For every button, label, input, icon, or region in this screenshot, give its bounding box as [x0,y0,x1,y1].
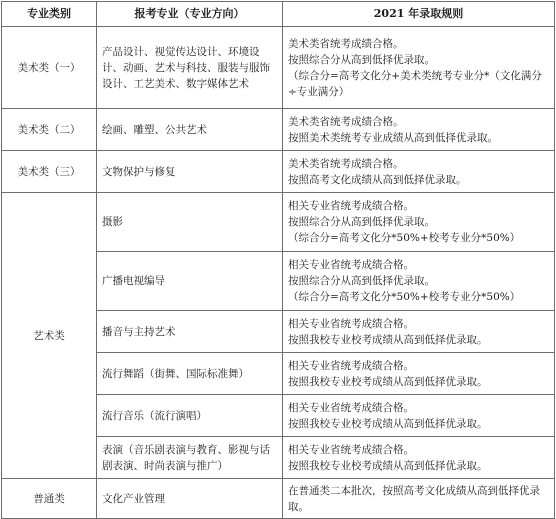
category-cell: 普通类 [2,479,97,519]
major-text: 表演（音乐剧表演与教育、影视与话剧表演、时尚表演与推广） [102,443,270,472]
major-text: 绘画、雕塑、公共艺术 [102,123,207,136]
major-cell [97,151,283,193]
rule-line: （综合分=高考文化分+美术类统考专业分*（文化满分÷专业满分） [288,69,542,98]
major-cell [97,27,283,109]
category-cell: 艺术类 [2,193,97,479]
major-cell [97,479,283,519]
rules-cell [283,27,555,109]
rule-line: 按照我校专业校考成绩从高到低择优录取。 [288,375,488,388]
rules-cell [283,437,555,479]
major-text: 产品设计、视觉传达设计、环境设计、动画、艺术与科技、服装与服饰设计、工艺美术、数字媒体艺术 [102,45,270,90]
rule-line: （综合分=高考文化分*50%+校考专业分*50%） [288,291,521,303]
rules-cell [283,479,555,519]
header-rules: 2021 年录取规则 [283,2,555,27]
rules-cell [283,353,555,395]
rule-line: 相关专业省统考成绩合格。 [288,200,414,212]
rules-cell [283,311,555,353]
rule-line: 按照我校专业校考成绩从高到低择优录取。 [288,333,488,346]
category-cell: 美术类（一） [2,27,97,109]
rule-line: 在普通类二本批次，按照高考文化成绩从高到低择优录取。 [288,484,540,513]
rules-cell [283,109,555,151]
major-cell [97,109,283,151]
rule-line: （综合分=高考文化分*50%+校考专业分*50%） [288,232,521,244]
header-category: 专业类别 [2,2,97,27]
table-row [2,27,555,109]
table-row [2,109,555,151]
rule-line: 按照我校专业校考成绩从高到低择优录取。 [288,459,488,472]
rule-line: 美术类省统考成绩合格。 [288,115,404,128]
major-cell [97,353,283,395]
table-row [2,151,555,193]
major-text: 广播电视编导 [102,275,165,287]
category-cell: 美术类（二） [2,109,97,151]
rule-line: 按照综合分从高到低择优录取。 [288,216,435,228]
rule-line: 相关专业省统考成绩合格。 [288,359,414,372]
rule-line: 按照我校专业校考成绩从高到低择优录取。 [288,417,488,430]
rule-line: 按照高考文化成绩从高到低择优录取。 [288,173,467,186]
header-row [2,2,555,27]
rules-cell [283,395,555,437]
major-text: 文化产业管理 [102,492,165,505]
major-text: 流行音乐（流行演唱） [102,409,207,422]
category-cell: 美术类（三） [2,151,97,193]
rule-line: 相关专业省统考成绩合格。 [288,401,414,414]
rules-cell [283,252,555,311]
table-row [2,193,555,252]
table-row [2,479,555,519]
major-text: 文物保护与修复 [102,165,176,178]
major-cell [97,437,283,479]
major-cell [97,395,283,437]
rule-line: 美术类省统考成绩合格。 [288,37,404,50]
major-cell [97,193,283,252]
rules-cell [283,151,555,193]
major-cell [97,252,283,311]
major-cell [97,311,283,353]
rule-line: 美术类省统考成绩合格。 [288,157,404,170]
rules-cell [283,193,555,252]
major-text: 播音与主持艺术 [102,325,176,338]
rule-line: 按照综合分从高到低择优录取。 [288,275,435,287]
rule-line: 相关专业省统考成绩合格。 [288,443,414,456]
major-text: 摄影 [102,216,123,228]
rule-line: 按照美术类统考专业成绩从高到低择优录取。 [288,131,498,144]
header-major: 报考专业（专业方向） [97,2,283,27]
rule-line: 相关专业省统考成绩合格。 [288,259,414,271]
rule-line: 按照综合分从高到低择优录取。 [288,53,435,66]
major-text: 流行舞蹈（街舞、国际标准舞） [102,367,249,380]
admission-rules-table [1,1,555,519]
rule-line: 相关专业省统考成绩合格。 [288,317,414,330]
